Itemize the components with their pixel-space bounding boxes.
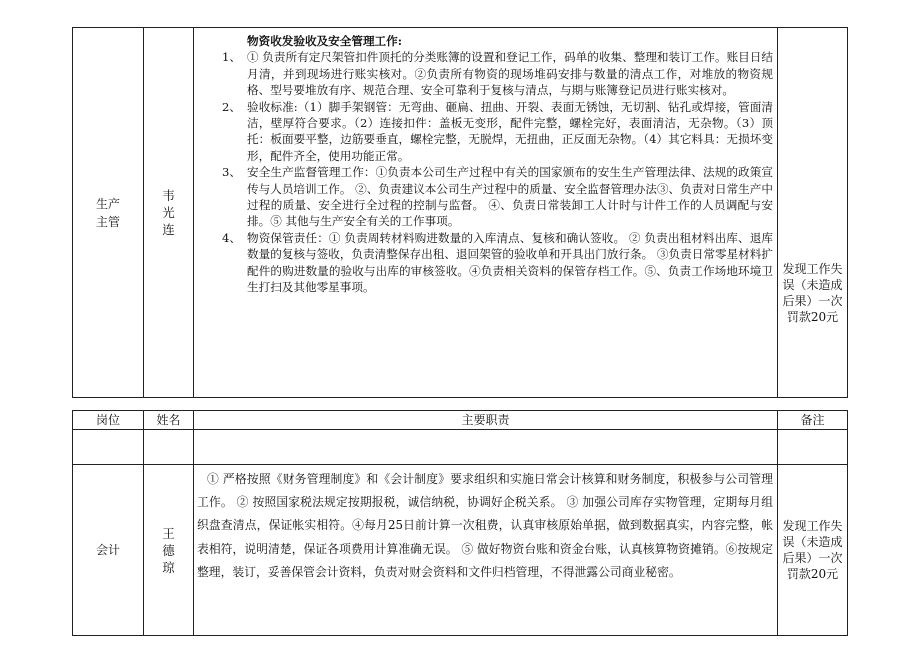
name-cell [144,465,193,635]
duty-number: 2、 [222,99,241,114]
name-cell [144,28,193,397]
header-duties: 主要职责 [461,413,510,427]
column-divider [193,411,194,635]
row-divider [73,429,847,430]
note-cell [778,465,847,635]
header-role: 岗位 [95,413,120,427]
duty-text: 验收标准:（1）脚手架钢管：无弯曲、砸扁、扭曲、开裂、表面无锈蚀，无切割、钻孔或焊接，管面清洁，壁厚符合要求。（2）连接扣件：盖板无变形，配件完整，螺栓完好，表面清洁，无杂物。（3）顶托：板面要平整，边筋要垂直，螺栓完整，无脱焊，无扭曲，正反面无杂物。（4）其它料具：无损坏变形，配件齐全，使用功能正常。 [247,99,773,163]
duty-number: 4、 [222,230,241,245]
duty-text: 安全生产监督管理工作：①负责本公司生产过程中有关的国家颁布的安生生产管理法律、法规的政策宣传与人员培训工作。 ②、负责建议本公司生产过程中的质量、安全监督管理办法③、负责对日常生产中过程的质量、安全进行全过程的控制与监督。 ④、负责日常装卸工人计时与计件工作的人员调配与安排。⑤ 其他与生产安全有关的工作事项。 [247,165,773,229]
duty-item [213,230,773,296]
duty-number: 3、 [222,165,241,180]
duty-item [213,49,773,98]
name-text: 王德琼 [162,525,175,575]
header-name: 姓名 [156,413,181,427]
section-title: 物资收发验收及安全管理工作: [247,34,402,48]
duties-cell: ① 严格按照《财务管理制度》和《会计制度》要求组织和实施日常会计核算和财务制度，积极参与公司管理工作。 ② 按照国家税法规定按期报税，诚信纳税，协调好企税关系。 ③ 加强公司库存实物管理，定期每月组织盘查清点，保证帐实相符。④每月25日前计算一次租费，认真审核原始单据，做到数据真实，内容完整，帐表相符，说明清楚，保证各项费用计算准确无误。 ⑤ 做好物资台账和资金台账，认真核算物资摊销。⑥按规定整理，装订，妥善保管会计资料，负责对财会资料和文件归档管理，不得泄露公司商业秘密。 [197,472,773,579]
duty-item [213,164,773,230]
duty-item [213,99,773,165]
role-cell [73,28,143,397]
duty-text: ① 负责所有定尺架管扣件顶托的分类账簿的设置和登记工作，码单的收集、整理和装订工作。账目日结月清，并到现场进行账实核对。②负责所有物资的现场堆码安排与数量的清点工作，对堆放的物资规格、型号要堆放有序、规范合理、安全可靠利于复核与清点，与期与账簿登记员进行账实核对。 [247,50,773,98]
role-text: 生产主管 [95,196,120,229]
note-text: 发现工作失误（未造成后果）一次罚款20元 [782,519,843,581]
header-note: 备注 [800,413,825,427]
duty-number: 1、 [222,50,241,65]
responsibility-table-accounting [72,410,848,636]
name-text: 韦光连 [162,188,175,237]
note-cell [778,238,847,348]
column-divider [193,28,194,397]
role-cell: 会计 [95,543,120,557]
duties-cell [213,33,773,296]
duty-text: 物资保管责任：① 负责周转材料购进数量的入库清点、复核和确认签收。 ② 负责出租材料出库、退库数量的复核与签收，负责清整保存出租、退回架管的验收单和开具出门放行条。 ③负责日常零星材料扩配件的购进数量的验收与出库的审核签收。④负责相关资料的保管存档工作。⑤、负责工作场地环境卫生打扫及其他零星事项。 [247,230,773,295]
note-text: 发现工作失误（未造成后果）一次罚款20元 [782,262,843,324]
responsibility-table-production [72,27,848,398]
